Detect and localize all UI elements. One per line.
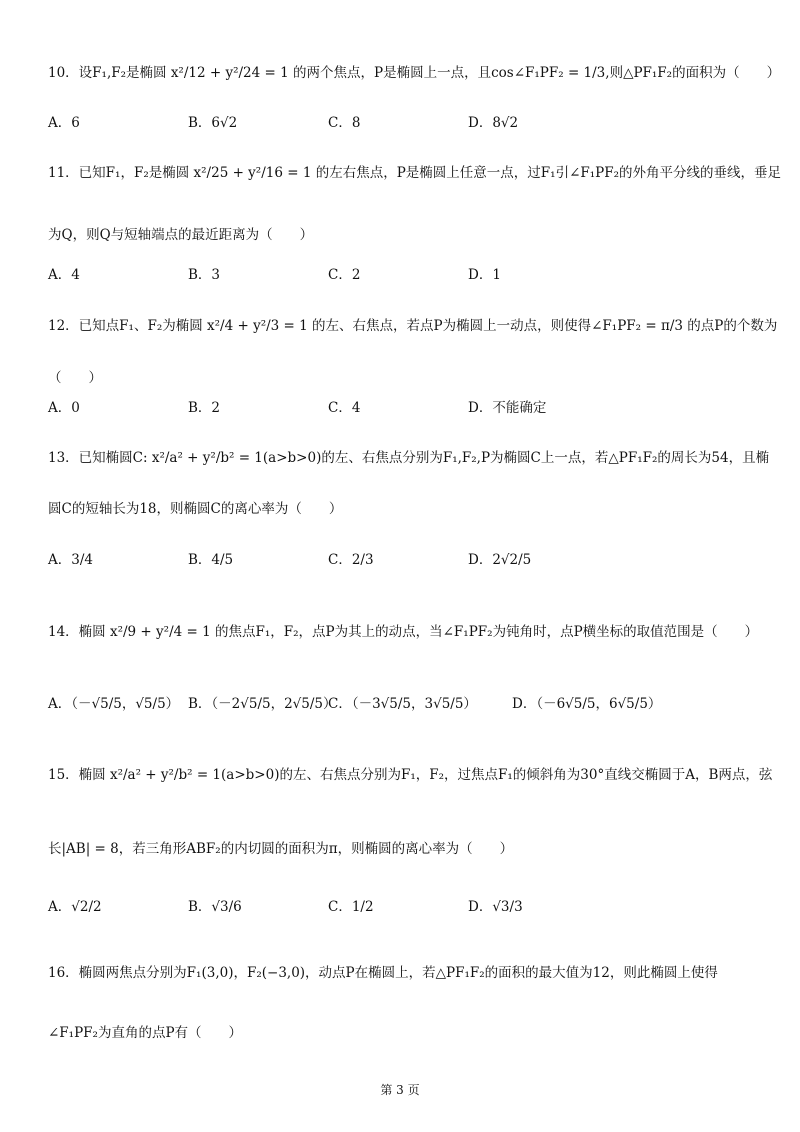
- question-15-stem-cont: 长|AB| = 8，若三角形ABF₂的内切圆的面积为π，则椭圆的离心率为（ ）: [48, 841, 514, 857]
- question-12-option-c: C．4: [328, 400, 361, 416]
- question-13-stem: 13．已知椭圆C: x²/a² + y²/b² = 1(a>b>0)的左、右焦点分别为F₁,F₂,P为椭圆C上一点，若△PF₁F₂的周长为54，且椭: [48, 450, 770, 466]
- page-number: 第 3 页: [380, 1083, 420, 1097]
- question-14-option-c: C．（－3√5/5，3√5/5）: [328, 696, 477, 712]
- question-12-stem: 12．已知点F₁、F₂为椭圆 x²/4 + y²/3 = 1 的左、右焦点，若点P为椭圆上一动点，则使得∠F₁PF₂ = π/3 的点P的个数为: [48, 318, 778, 334]
- question-12-option-a: A．0: [48, 400, 80, 416]
- question-10-stem: 10．设F₁,F₂是椭圆 x²/12 + y²/24 = 1 的两个焦点，P是椭圆上一点，且cos∠F₁PF₂ = 1/3,则△PF₁F₂的面积为（ ）: [48, 65, 781, 81]
- question-10-option-d: D．8√2: [468, 115, 519, 131]
- question-14-option-a: A．（－√5/5，√5/5）: [48, 696, 180, 712]
- question-14-option-b: B．（－2√5/5，2√5/5）: [188, 696, 337, 712]
- question-11-option-a: A．4: [48, 267, 80, 283]
- question-11-option-b: B．3: [188, 267, 221, 283]
- question-14-stem: 14．椭圆 x²/9 + y²/4 = 1 的焦点F₁，F₂，点P为其上的动点，当∠F₁PF₂为钝角时，点P横坐标的取值范围是（ ）: [48, 624, 759, 640]
- question-16-stem-cont: ∠F₁PF₂为直角的点P有（ ）: [48, 1025, 243, 1041]
- question-13-option-a: A．3/4: [48, 552, 93, 568]
- question-13-option-c: C．2/3: [328, 552, 374, 568]
- question-15-option-b: B．√3/6: [188, 899, 242, 915]
- question-11-option-d: D．1: [468, 267, 501, 283]
- question-10-option-a: A．6: [48, 115, 80, 131]
- question-10-option-b: B．6√2: [188, 115, 238, 131]
- question-16-stem: 16．椭圆两焦点分别为F₁(3,0)，F₂(−3,0)，动点P在椭圆上，若△PF₁F₂的面积的最大值为12，则此椭圆上使得: [48, 965, 718, 981]
- question-13-option-d: D．2√2/5: [468, 552, 532, 568]
- question-13-option-b: B．4/5: [188, 552, 234, 568]
- question-15-option-d: D．√3/3: [468, 899, 523, 915]
- question-12-option-d: D．不能确定: [468, 400, 547, 416]
- question-15-option-a: A．√2/2: [48, 899, 102, 915]
- question-11-stem-cont: 为Q，则Q与短轴端点的最近距离为（ ）: [48, 227, 314, 243]
- question-14-option-d: D．（－6√5/5，6√5/5）: [512, 696, 662, 712]
- question-13-stem-cont: 圆C的短轴长为18，则椭圆C的离心率为（ ）: [48, 501, 343, 517]
- question-12-option-b: B．2: [188, 400, 221, 416]
- question-12-stem-cont: （ ）: [48, 370, 102, 386]
- question-15-stem: 15．椭圆 x²/a² + y²/b² = 1(a>b>0)的左、右焦点分别为F₁，F₂，过焦点F₁的倾斜角为30°直线交椭圆于A，B两点，弦: [48, 767, 773, 783]
- question-11-stem: 11．已知F₁，F₂是椭圆 x²/25 + y²/16 = 1 的左右焦点，P是椭圆上任意一点，过F₁引∠F₁PF₂的外角平分线的垂线，垂足: [48, 165, 782, 181]
- question-10-option-c: C．8: [328, 115, 361, 131]
- question-11-option-c: C．2: [328, 267, 361, 283]
- question-15-option-c: C．1/2: [328, 899, 374, 915]
